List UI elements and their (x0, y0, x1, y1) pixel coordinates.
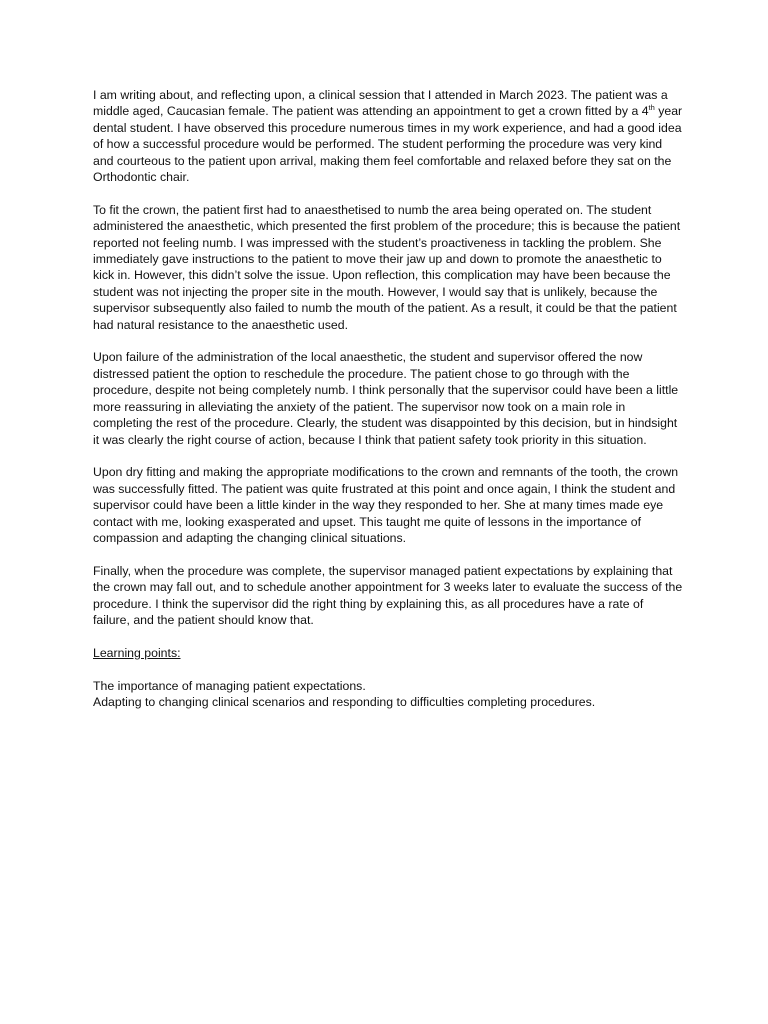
document-page (93, 87, 683, 710)
ordinal-superscript: th (648, 103, 655, 113)
paragraph-intro (93, 87, 683, 185)
learning-points-heading: Learning points: (93, 645, 181, 660)
learning-point-item: Adapting to changing clinical scenarios and responding to difficulties completing procedures. (93, 694, 596, 709)
paragraph-conclusion: Finally, when the procedure was complete, the supervisor managed patient expectations by explaining that the crown may fall out, and to schedule another appointment for 3 weeks later to evaluate the success of the procedure. I think the supervisor did the right thing by explaining this, as all procedures have a rate of failure, and the patient should know that. (93, 563, 683, 627)
learning-points-list (93, 678, 683, 711)
learning-point-item: The importance of managing patient expectations. (93, 678, 366, 693)
paragraph-intro-text: I am writing about, and reflecting upon, a clinical session that I attended in March 2023. The patient was a middle aged, Caucasian female. The patient was attending an appointment to get a crown fitted by a 4 (93, 88, 668, 119)
paragraph-anaesthetic: To fit the crown, the patient first had to anaesthetised to numb the area being operated on. The student administered the anaesthetic, which presented the first problem of the procedure; this is because the patient reported not feeling numb. I was impressed with the student’s proactiveness in tackling the problem. She immediately gave instructions to the patient to move their jaw up and down to promote the anaesthetic to kick in. However, this didn’t solve the issue. Upon reflection, this complication may have been because the student was not injecting the proper site in the mouth. However, I would say that is unlikely, because the supervisor subsequently also failed to numb the mouth of the patient. As a result, it could be that the patient had natural resistance to the anaesthetic used. (93, 202, 681, 332)
paragraph-intro-text-continued: year dental student. I have observed this procedure numerous times in my work experience, and had a good idea of how a successful procedure would be performed. The student performing the procedure was very kind and courteous to the patient upon arrival, making them feel comfortable and relaxed before they sat on the Orthodontic chair. (93, 104, 683, 185)
paragraph-fitting: Upon dry fitting and making the appropriate modifications to the crown and remnants of the tooth, the crown was successfully fitted. The patient was quite frustrated at this point and once again, I think the student and supervisor could have been a little kinder in the way they responded to her. She at many times made eye contact with me, looking exasperated and upset. This taught me quite of lessons in the importance of compassion and adapting the changing clinical situations. (93, 465, 679, 545)
paragraph-reschedule: Upon failure of the administration of the local anaesthetic, the student and supervisor offered the now distressed patient the option to reschedule the procedure. The patient chose to go through with the procedure, despite not being completely numb. I think personally that the supervisor could have been a little more reassuring in alleviating the anxiety of the patient. The supervisor now took on a main role in completing the rest of the procedure. Clearly, the student was disappointed by this decision, but in hindsight it was clearly the right course of action, because I think that patient safety took priority in this situation. (93, 350, 679, 447)
